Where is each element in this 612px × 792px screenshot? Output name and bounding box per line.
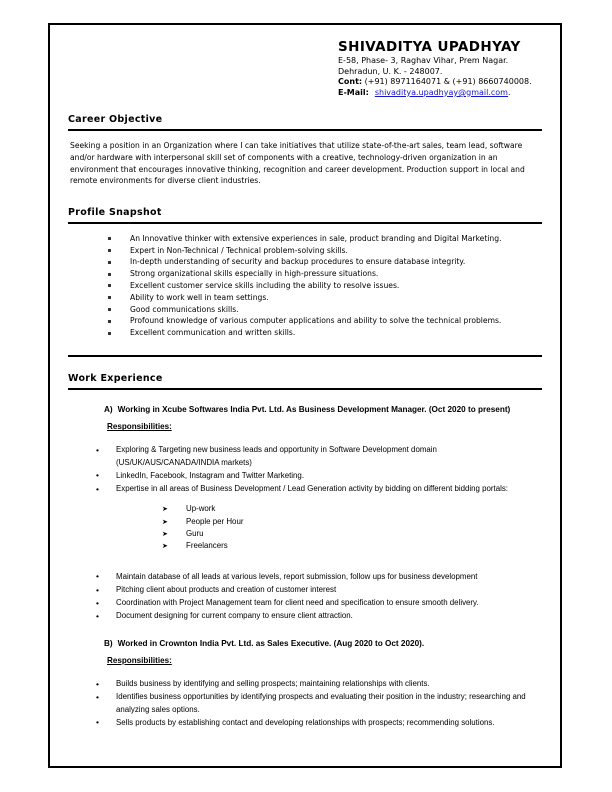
list-item: ➤ Guru (162, 528, 548, 540)
responsibilities-label: Responsibilities: (107, 656, 172, 666)
list-item: Excellent communication and written skills. (108, 327, 538, 339)
section-work-experience (62, 373, 548, 729)
candidate-name: SHIVADITYA UPADHYAY (338, 39, 521, 55)
responsibility-list (62, 444, 548, 495)
responsibilities-label: Responsibilities: (107, 422, 172, 432)
list-item: • Expertise in all areas of Business Development / Lead Generation activity by bidding on different bidding portals: (94, 483, 534, 495)
responsibility-list (62, 571, 548, 623)
address-line-1: E-58, Phase- 3, Raghav Vihar, Prem Nagar. (338, 56, 509, 65)
spacer (62, 553, 548, 561)
list-item: Excellent customer service skills including the ability to resolve issues. (108, 280, 538, 292)
section-profile-snapshot (62, 207, 548, 339)
email-label: E-Mail: (338, 87, 369, 97)
job-title-text: Working in Xcube Softwares India Pvt. Ltd. As Business Development Manager. (Oct 2020 to present) (117, 404, 511, 414)
list-item: An Innovative thinker with extensive experiences in sale, product branding and Digital Marketing. (108, 233, 538, 245)
list-item: In-depth understanding of security and backup procedures to ensure database integrity. (108, 256, 538, 268)
resume-page-content (50, 25, 560, 766)
responsibility-list (62, 678, 548, 729)
job-entry (62, 624, 548, 669)
section-divider-extra (68, 355, 542, 357)
list-item: ➤ Up-work (162, 503, 548, 515)
section-title-career-objective: Career Objective (68, 114, 163, 126)
job-entry (62, 390, 548, 435)
work-experience-content (62, 390, 548, 729)
list-item: ➤ People per Hour (162, 516, 548, 528)
list-item: • Sells products by establishing contact and developing relationships with prospects; recommending solutions. (94, 717, 534, 729)
email-link[interactable]: shivaditya.upadhyay@gmail.com (374, 87, 508, 97)
job-title-text: Worked in Crownton India Pvt. Ltd. as Sales Executive. (Aug 2020 to Oct 2020). (117, 638, 425, 648)
job-heading (104, 404, 538, 417)
list-item: Ability to work well in team settings. (108, 292, 538, 304)
section-divider (68, 222, 542, 224)
list-item: • Exploring & Targeting new business leads and opportunity in Software Development domain (US/UK/AUS/CANADA/INDIA markets) (94, 444, 534, 468)
list-item: Profound knowledge of various computer applications and ability to solve the technical problems. (108, 315, 538, 327)
spacer (62, 339, 548, 355)
career-objective-paragraph: Seeking a position in an Organization where I can take initiatives that utilize state-of-the-art sales, team lead, software and/or hardware with interpersonal skill set of components with a creative, technology-driven organization in an environment that encourages innovative thinking, recognition and career development. Production support in local and remote environments for diverse client industries. (70, 141, 525, 186)
list-item: • LinkedIn, Facebook, Instagram and Twitter Marketing. (94, 470, 534, 482)
list-item: • Document designing for current company to ensure client attraction. (94, 610, 534, 622)
section-title-profile-snapshot: Profile Snapshot (68, 206, 162, 218)
list-item: • Builds business by identifying and selling prospects; maintaining relationships with clients. (94, 678, 534, 690)
phone-label: Cont: (338, 77, 363, 87)
list-item: Good communications skills. (108, 304, 538, 316)
list-item: • Maintain database of all leads at various levels, report submission, follow ups for business development (94, 571, 534, 583)
list-item: Expert in Non-Technical / Technical problem-solving skills. (108, 245, 538, 257)
resume-page-border (48, 23, 562, 768)
resume-header (62, 25, 548, 98)
list-item: Strong organizational skills especially in high-pressure situations. (108, 268, 538, 280)
job-label: A) (104, 404, 113, 414)
job-heading (104, 638, 538, 651)
email-trailing-period: . (507, 87, 511, 97)
career-objective-body (62, 131, 548, 186)
email-line (338, 88, 530, 99)
section-career-objective (62, 114, 548, 186)
list-item: • Pitching client about products and creation of customer interest (94, 584, 534, 596)
profile-snapshot-list (62, 233, 548, 339)
bidding-portal-list (62, 503, 548, 553)
job-label: B) (104, 638, 113, 648)
address-line-2: Dehradun, U. K. - 248007. (338, 66, 443, 76)
list-item: ➤ Freelancers (162, 540, 548, 552)
phone-line (338, 77, 530, 88)
list-item: • Coordination with Project Management team for client need and specification to ensure smooth delivery. (94, 597, 534, 609)
phone-value: (+91) 8971164071 & (+91) 8660740008. (362, 77, 532, 87)
section-title-work-experience: Work Experience (68, 372, 163, 384)
list-item: • Identifies business opportunities by identifying prospects and evaluating their position in the industry; researching and analyzing sales options. (94, 691, 534, 715)
